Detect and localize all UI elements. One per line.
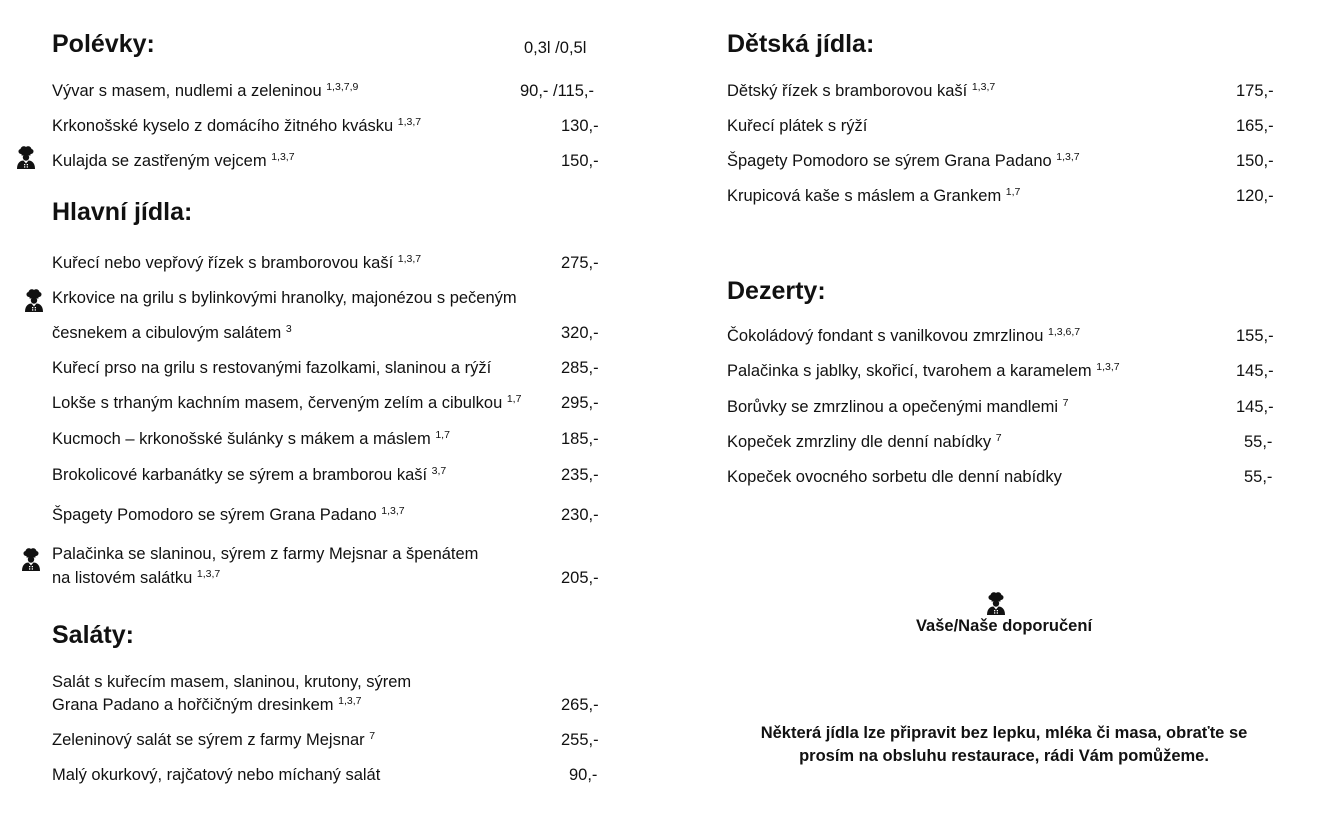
allergen-codes: 1,3,7 [1056, 151, 1080, 163]
menu-item-name: Kucmoch – krkonošské šulánky s mákem a máslem $^{1,7}$ [52, 429, 450, 448]
menu-item-name: česnekem a cibulovým salátem $^3$ [52, 323, 292, 342]
menu-item-price: 150,- [561, 152, 599, 170]
kids-heading: Dětská jídla: [727, 30, 875, 58]
menu-item-price: 130,- [561, 117, 599, 135]
menu-item-name: Kopeček zmrzliny dle denní nabídky $^7$ [727, 432, 1002, 451]
menu-item-name: Brokolicové karbanátky se sýrem a bramborou kaší $^{3,7}$ [52, 465, 447, 484]
menu-item-name: Salát s kuřecím masem, slaninou, krutony, sýrem [52, 673, 412, 691]
allergen-codes: 7 [369, 730, 376, 742]
menu-item-name: Krupicová kaše s máslem a Grankem $^{1,7}$ [727, 186, 1021, 205]
menu-item-name: Palačinka s jablky, skořicí, tvarohem a karamelem $^{1,3,7}$ [727, 361, 1120, 380]
menu-item-price: 265,- [561, 696, 599, 714]
menu-item-price: 55,- [1244, 468, 1273, 486]
menu-item-name: Dětský řízek s bramborovou kaší $^{1,3,7}$ [727, 81, 996, 100]
allergen-codes: 1,3,7 [381, 505, 405, 517]
menu-item-price: 155,- [1236, 327, 1274, 345]
allergen-codes: 1,3,7 [196, 568, 221, 580]
menu-item-name: Lokše s trhaným kachním masem, červeným zelím a cibulkou $^{1,7}$ [52, 393, 522, 412]
allergen-codes: 1,3,7 [271, 151, 295, 163]
allergen-codes: 1,3,7 [1096, 361, 1120, 373]
allergen-codes: 1,3,7 [397, 116, 422, 128]
menu-item-name: Kuřecí prso na grilu s restovanými fazolkami, slaninou a rýží [52, 359, 492, 377]
menu-item-price: 285,- [561, 359, 599, 377]
menu-item-price: 90,- /115,- [520, 82, 594, 100]
menu-item-name: Kuřecí nebo vepřový řízek s bramborovou kaší $^{1,3,7}$ [52, 253, 422, 272]
menu-item-price: 205,- [561, 569, 599, 587]
menu-item-price: 295,- [561, 394, 599, 412]
menu-item-name: Vývar s masem, nudlemi a zeleninou $^{1,3,7,9}$ [52, 81, 359, 100]
mains-heading: Hlavní jídla: [52, 198, 193, 226]
menu-item-name: Krkovice na grilu s bylinkovými hranolky, majonézou s pečeným [52, 289, 517, 307]
allergen-codes: 1,3,7 [397, 253, 422, 265]
legend-label: Vaše/Naše doporučení [915, 617, 1093, 635]
note-line: Některá jídla lze připravit bez lepku, mléka či masa, obraťte se [760, 724, 1248, 742]
allergen-codes: 3 [285, 323, 292, 335]
salads-heading: Saláty: [52, 621, 134, 649]
allergen-codes: 1,7 [435, 429, 450, 441]
menu-item-name: Krkonošské kyselo z domácího žitného kvásku $^{1,3,7}$ [52, 116, 422, 135]
menu-item-name: Čokoládový fondant s vanilkovou zmrzlinou $^{1,3,6,7}$ [727, 326, 1081, 345]
menu-item-name: Kuřecí plátek s rýží [727, 117, 868, 135]
menu-item-price: 145,- [1236, 362, 1274, 380]
menu-item-name: Kopeček ovocného sorbetu dle denní nabídky [727, 468, 1062, 486]
menu-item-price: 230,- [561, 506, 599, 524]
allergen-codes: 7 [1062, 397, 1069, 409]
menu-item-name: na listovém salátku $^{1,3,7}$ [52, 568, 221, 587]
menu-item-name: Špagety Pomodoro se sýrem Grana Padano $^{1,3,7}$ [727, 151, 1080, 170]
menu-item-price: 90,- [569, 766, 598, 784]
menu-item-price: 145,- [1236, 398, 1274, 416]
chef-icon [20, 547, 42, 571]
menu-item-price: 175,- [1236, 82, 1274, 100]
allergen-codes: 1,7 [506, 393, 522, 405]
menu-item-price: 120,- [1236, 187, 1274, 205]
menu-item-price: 235,- [561, 466, 599, 484]
menu-item-name: Palačinka se slaninou, sýrem z farmy Mejsnar a špenátem [52, 545, 479, 563]
chef-icon [23, 288, 45, 312]
allergen-codes: 1,7 [1005, 186, 1021, 198]
menu-item-price: 185,- [561, 430, 599, 448]
allergen-codes: 1,3,7,9 [326, 81, 359, 93]
menu-item-name: Grana Padano a hořčičným dresinkem $^{1,3,7}$ [52, 695, 362, 714]
desserts-heading: Dezerty: [727, 277, 826, 305]
menu-item-name: Zeleninový salát se sýrem z farmy Mejsnar $^7$ [52, 730, 376, 749]
allergen-codes: 7 [995, 432, 1002, 444]
menu-item-price: 320,- [561, 324, 599, 342]
allergen-codes: 3,7 [431, 465, 447, 477]
menu-item-name: Borůvky se zmrzlinou a opečenými mandlemi $^7$ [727, 397, 1069, 416]
menu-item-price: 275,- [561, 254, 599, 272]
soups-heading: Polévky: [52, 30, 155, 58]
menu-item-name: Kulajda se zastřeným vejcem $^{1,3,7}$ [52, 151, 295, 170]
menu-item-name: Špagety Pomodoro se sýrem Grana Padano $^{1,3,7}$ [52, 505, 405, 524]
menu-item-price: 150,- [1236, 152, 1274, 170]
allergen-codes: 1,3,7 [971, 81, 996, 93]
menu-item-price: 165,- [1236, 117, 1274, 135]
allergen-codes: 1,3,7 [338, 695, 362, 707]
allergen-codes: 1,3,6,7 [1048, 326, 1081, 338]
soups-size-label: 0,3l /0,5l [524, 39, 587, 57]
note-line: prosím na obsluhu restaurace, rádi Vám pomůžeme. [799, 747, 1209, 765]
chef-icon [985, 591, 1007, 615]
chef-icon [15, 145, 37, 169]
menu-item-price: 255,- [561, 731, 599, 749]
menu-item-name: Malý okurkový, rajčatový nebo míchaný salát [52, 766, 381, 784]
menu-item-price: 55,- [1244, 433, 1273, 451]
